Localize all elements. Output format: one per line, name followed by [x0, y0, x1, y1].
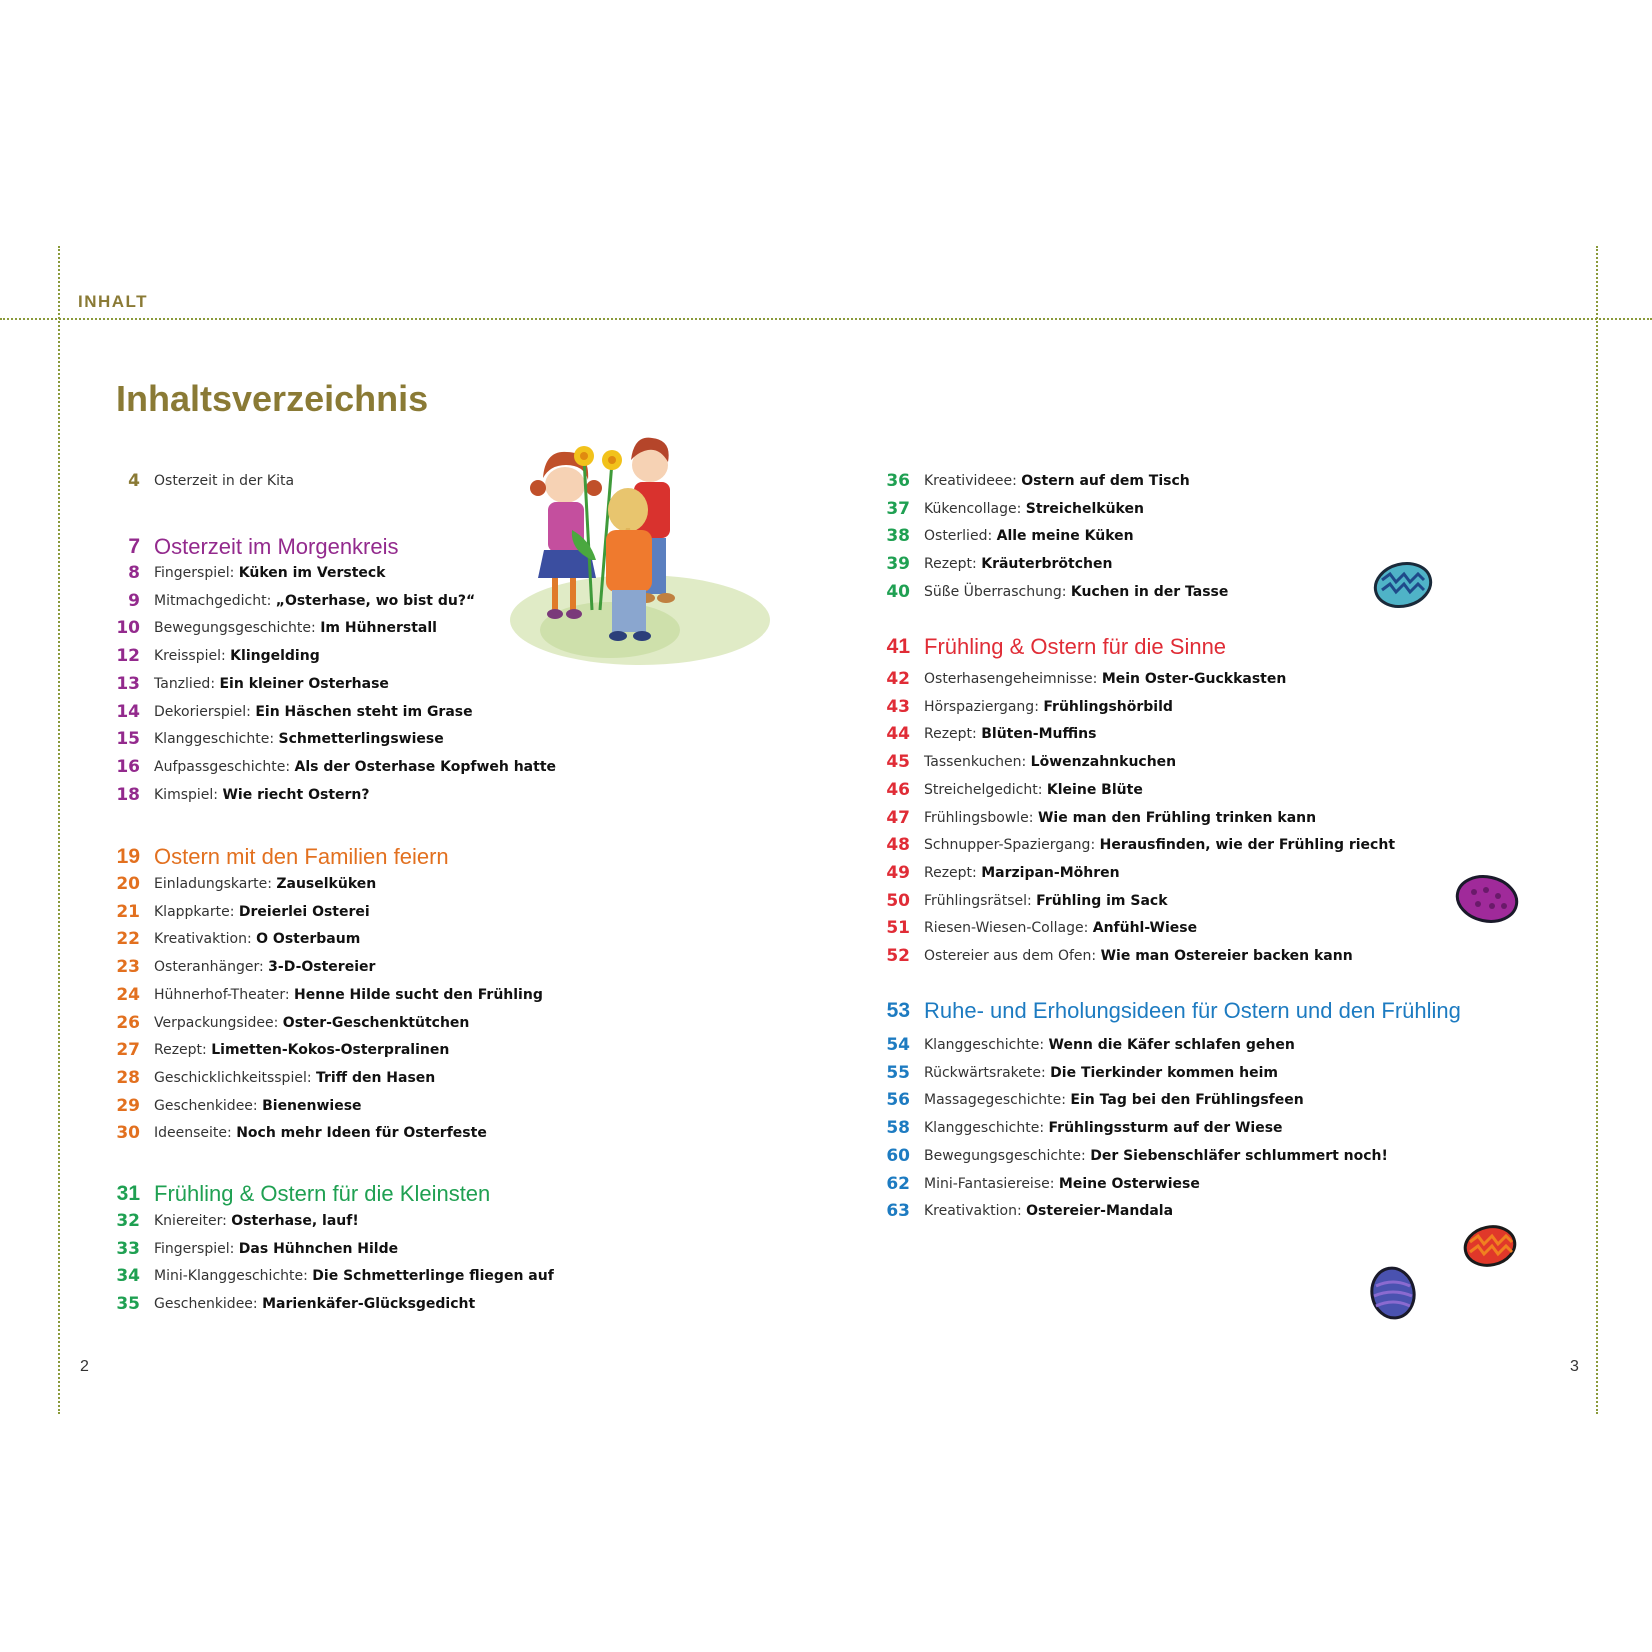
entry-name: Alle meine Küken	[996, 528, 1134, 545]
entry-name: Ostern auf dem Tisch	[1021, 473, 1190, 489]
entry-category: Ideenseite:	[154, 1125, 237, 1142]
entry-category: Mini-Fantasiereise:	[924, 1175, 1059, 1192]
entry-category: Geschenkidee:	[154, 1296, 263, 1313]
section-page-number: 7	[128, 535, 140, 558]
entry-category: Fingerspiel:	[154, 565, 239, 581]
entry-category: Rezept:	[924, 726, 982, 743]
entry-name: Limetten-Kokos-Osterpralinen	[211, 1042, 450, 1059]
entry-name: Kleine Blüte	[1046, 781, 1143, 798]
entry-title	[924, 779, 1143, 801]
entry-page-number: 36	[886, 471, 910, 491]
easter-egg-teal-icon	[1372, 560, 1434, 610]
entry-name: Anfühl-Wiese	[1092, 920, 1198, 937]
entry-category: Kreativideee:	[924, 473, 1022, 489]
entry-title	[924, 470, 1190, 492]
section-title: Ostern mit den Familien feiern	[154, 844, 449, 869]
entry-page-number: 14	[116, 701, 140, 722]
entry-title	[154, 956, 375, 978]
entry-page-number: 20	[116, 874, 140, 894]
entry-category: Frühlingsrätsel:	[924, 892, 1037, 909]
section-title: Osterzeit im Morgenkreis	[154, 534, 399, 559]
page-number-left: 2	[80, 1358, 89, 1375]
entry-category: Dekorierspiel:	[154, 703, 256, 720]
entry-title	[924, 581, 1228, 603]
entry-category: Geschicklichkeitsspiel:	[154, 1069, 317, 1086]
entry-category: Kükencollage:	[924, 500, 1026, 517]
entry-category: Schnupper-Spaziergang:	[924, 837, 1100, 854]
entry-title	[924, 696, 1173, 718]
entry-title	[924, 525, 1134, 547]
section-page-number: 53	[886, 999, 910, 1022]
entry-page-number: 51	[886, 918, 910, 939]
entry-category: Kreativaktion:	[924, 1203, 1027, 1220]
entry-page-number: 27	[116, 1040, 140, 1061]
entry-page-number: 18	[116, 784, 140, 805]
entry-page-number: 54	[886, 1035, 910, 1055]
entry-name: Ostereier-Mandala	[1026, 1203, 1174, 1220]
entry-page-number: 21	[116, 901, 140, 922]
entry-category: Frühlingsbowle:	[924, 809, 1038, 826]
entry-page-number: 43	[886, 696, 910, 717]
running-head: INHALT	[78, 292, 149, 311]
entry-title	[154, 617, 437, 639]
entry-category: Streichelgedicht:	[924, 781, 1047, 798]
entry-name: Klingelding	[230, 648, 320, 665]
entry-name: Osterhase, lauf!	[231, 1213, 359, 1229]
entry-name: Frühling im Sack	[1036, 892, 1168, 909]
entry-category: Tassenkuchen:	[924, 754, 1031, 771]
entry-title	[924, 834, 1395, 856]
entry-category: Süße Überraschung:	[924, 583, 1071, 600]
entry-name: Marzipan-Möhren	[981, 864, 1120, 881]
entry-title	[154, 901, 370, 923]
entry-name: 3-D-Ostereier	[268, 959, 376, 976]
entry-title	[924, 553, 1112, 575]
entry-page-number: 9	[128, 590, 140, 611]
entry-title	[924, 1062, 1278, 1084]
entry-page-number: 15	[116, 729, 140, 750]
entry-title	[154, 1210, 359, 1232]
entry-name: Kuchen in der Tasse	[1070, 583, 1229, 600]
entry-category: Mitmachgedicht:	[154, 592, 276, 609]
entry-title	[924, 1034, 1295, 1056]
entry-page-number: 58	[886, 1118, 910, 1139]
entry-page-number: 39	[886, 554, 910, 575]
entry-name: Mein Oster-Guckkasten	[1101, 671, 1287, 687]
entry-name: „Osterhase, wo bist du?“	[275, 592, 476, 609]
entry-name: Das Hühnchen Hilde	[238, 1240, 399, 1257]
entry-title	[154, 1265, 554, 1287]
entry-name: Die Tierkinder kommen heim	[1050, 1064, 1278, 1081]
entry-page-number: 29	[116, 1095, 140, 1116]
entry-category: Klanggeschichte:	[924, 1037, 1049, 1053]
easter-egg-purple-icon	[1454, 872, 1520, 926]
entry-page-number: 40	[886, 581, 910, 602]
entry-name: Die Schmetterlinge fliegen auf	[312, 1268, 554, 1285]
entry-category: Rezept:	[924, 864, 982, 881]
entry-page-number: 49	[886, 862, 910, 883]
entry-title	[154, 673, 389, 695]
entry-page-number: 45	[886, 752, 910, 773]
entry-title	[154, 928, 360, 950]
entry-category: Kimspiel:	[154, 786, 223, 803]
entry-title	[924, 498, 1144, 520]
entry-page-number: 44	[886, 724, 910, 745]
entry-category: Hühnerhof-Theater:	[154, 986, 295, 1003]
section-page-number: 19	[116, 845, 140, 868]
entry-category: Massagegeschichte:	[924, 1092, 1071, 1109]
entry-title	[924, 1089, 1304, 1111]
section-page-number: 41	[886, 635, 910, 658]
entry-page-number: 46	[886, 779, 910, 800]
entry-title	[924, 862, 1120, 884]
entry-page-number: 4	[128, 471, 140, 491]
entry-page-number: 22	[116, 929, 140, 950]
page-title: Inhaltsverzeichnis	[116, 378, 429, 419]
entry-page-number: 32	[116, 1211, 140, 1231]
entry-category: Riesen-Wiesen-Collage:	[924, 920, 1093, 937]
entry-category: Klanggeschichte:	[154, 731, 279, 748]
entry-title	[154, 784, 370, 806]
entry-category: Einladungskarte:	[154, 876, 277, 892]
entry-page-number: 62	[886, 1173, 910, 1194]
entry-name: Oster-Geschenktütchen	[282, 1014, 470, 1031]
page-number-right: 3	[1570, 1358, 1579, 1375]
entry-category: Osterhasengeheimnisse:	[924, 671, 1102, 687]
entry-page-number: 37	[886, 498, 910, 519]
entry-name: Bienenwiese	[262, 1097, 362, 1114]
entry-title	[924, 1173, 1200, 1195]
entry-title	[154, 756, 556, 778]
entry-page-number: 8	[128, 563, 140, 583]
entry-page-number: 28	[116, 1067, 140, 1088]
entry-name: Marienkäfer-Glücksgedicht	[262, 1296, 476, 1313]
entry-name: Frühlingshörbild	[1043, 698, 1173, 715]
left-dotted-border	[58, 246, 60, 1414]
entry-page-number: 16	[116, 756, 140, 777]
entry-page-number: 34	[116, 1266, 140, 1287]
entry-name: Frühlingssturm auf der Wiese	[1048, 1120, 1283, 1137]
entry-page-number: 24	[116, 984, 140, 1005]
easter-egg-red-icon	[1462, 1222, 1518, 1270]
entry-title	[924, 723, 1096, 745]
entry-name: Wie riecht Ostern?	[222, 786, 370, 803]
entry-category: Klappkarte:	[154, 903, 239, 920]
entry-category: Hörspaziergang:	[924, 698, 1044, 715]
entry-category: Tanzlied:	[154, 675, 220, 692]
entry-title	[154, 873, 376, 895]
entry-name: Ein Häschen steht im Grase	[255, 703, 473, 720]
entry-page-number: 56	[886, 1090, 910, 1111]
entry-page-number: 52	[886, 946, 910, 966]
entry-title	[154, 984, 543, 1006]
entry-category: Kreativaktion:	[154, 931, 257, 948]
entry-name: Henne Hilde sucht den Frühling	[294, 986, 543, 1003]
entry-title	[924, 917, 1197, 939]
entry-page-number: 38	[886, 526, 910, 547]
entry-title	[154, 1122, 487, 1144]
entry-name: Wenn die Käfer schlafen gehen	[1048, 1037, 1295, 1053]
entry-name: Meine Osterwiese	[1058, 1175, 1200, 1192]
entry-title	[154, 1012, 469, 1034]
entry-category: Rückwärtsrakete:	[924, 1064, 1051, 1081]
entry-title	[924, 751, 1176, 773]
entry-name: Im Hühnerstall	[320, 620, 437, 637]
entry-category: Verpackungsidee:	[154, 1014, 283, 1031]
section-title: Ruhe- und Erholungsideen für Ostern und den Frühling	[924, 998, 1461, 1023]
entry-category: Bewegungsgeschichte:	[924, 1147, 1091, 1164]
entry-title	[924, 890, 1168, 912]
top-dotted-rule	[0, 318, 1652, 320]
entry-category: Kreisspiel:	[154, 648, 231, 665]
entry-name: Dreierlei Osterei	[238, 903, 370, 920]
entry-name: Blüten-Muffins	[981, 726, 1097, 743]
entry-title	[154, 562, 386, 584]
entry-name: Löwenzahnkuchen	[1030, 754, 1177, 771]
entry-page-number: 63	[886, 1201, 910, 1222]
section-title: Frühling & Ostern für die Sinne	[924, 634, 1227, 659]
entry-title	[154, 645, 320, 667]
entry-page-number: 12	[116, 646, 140, 667]
entry-name: Streichelküken	[1025, 500, 1144, 517]
entry-page-number: 26	[116, 1012, 140, 1033]
entry-name: Wie man den Frühling trinken kann	[1037, 809, 1317, 826]
entry-name: Noch mehr Ideen für Osterfeste	[236, 1125, 487, 1142]
entry-category: Kniereiter:	[154, 1213, 232, 1229]
entry-name: Wie man Ostereier backen kann	[1100, 948, 1353, 964]
entry-category: Aufpassgeschichte:	[154, 758, 295, 775]
entry-page-number: 35	[116, 1294, 140, 1315]
entry-page-number: 23	[116, 957, 140, 978]
entry-title	[154, 1095, 362, 1117]
entry-title	[924, 668, 1286, 690]
entry-title	[154, 1238, 398, 1260]
entry-category: Bewegungsgeschichte:	[154, 620, 321, 637]
entry-title	[154, 590, 475, 612]
entry-title	[154, 1293, 475, 1315]
section-page-number: 31	[116, 1182, 140, 1205]
entry-page-number: 33	[116, 1238, 140, 1259]
entry-name: Zauselküken	[276, 876, 377, 892]
entry-category: Osteranhänger:	[154, 959, 269, 976]
entry-page-number: 47	[886, 807, 910, 828]
children-with-flowers-illustration	[500, 410, 780, 690]
entry-name: Schmetterlingswiese	[278, 731, 444, 748]
entry-page-number: 10	[116, 618, 140, 639]
section-title: Frühling & Ostern für die Kleinsten	[154, 1181, 491, 1206]
entry-name: Der Siebenschläfer schlummert noch!	[1090, 1147, 1388, 1164]
entry-title	[924, 1117, 1283, 1139]
entry-category: Geschenkidee:	[154, 1097, 263, 1114]
entry-page-number: 13	[116, 673, 140, 694]
entry-category: Mini-Klanggeschichte:	[154, 1268, 313, 1285]
entry-page-number: 48	[886, 835, 910, 856]
entry-name: Ein Tag bei den Frühlingsfeen	[1070, 1092, 1304, 1109]
entry-page-number: 60	[886, 1145, 910, 1166]
entry-title	[154, 728, 444, 750]
entry-page-number: 30	[116, 1123, 140, 1144]
entry-title	[154, 701, 473, 723]
entry-title	[924, 945, 1353, 967]
entry-name: Ein kleiner Osterhase	[219, 675, 389, 692]
entry-name: O Osterbaum	[256, 931, 361, 948]
entry-name: Küken im Versteck	[238, 565, 386, 581]
entry-title	[154, 1039, 449, 1061]
entry-name: Kräuterbrötchen	[981, 556, 1113, 573]
entry-category: Osterlied:	[924, 528, 997, 545]
entry-title	[924, 1145, 1388, 1167]
entry-name: Als der Osterhase Kopfweh hatte	[294, 758, 557, 775]
entry-category: Ostereier aus dem Ofen:	[924, 948, 1101, 964]
easter-egg-blue-icon	[1368, 1264, 1418, 1322]
entry-title	[154, 1067, 435, 1089]
entry-category: Fingerspiel:	[154, 1240, 239, 1257]
entry-page-number: 42	[886, 669, 910, 689]
entry-category: Rezept:	[154, 1042, 212, 1059]
entry-title: Osterzeit in der Kita	[154, 473, 295, 489]
entry-page-number: 55	[886, 1062, 910, 1083]
entry-name: Herausfinden, wie der Frühling riecht	[1099, 837, 1396, 854]
entry-category: Rezept:	[924, 556, 982, 573]
entry-title	[924, 807, 1316, 829]
entry-category: Klanggeschichte:	[924, 1120, 1049, 1137]
entry-title	[924, 1200, 1173, 1222]
entry-page-number: 50	[886, 890, 910, 911]
entry-name: Triff den Hasen	[316, 1069, 436, 1086]
right-dotted-border	[1596, 246, 1598, 1414]
